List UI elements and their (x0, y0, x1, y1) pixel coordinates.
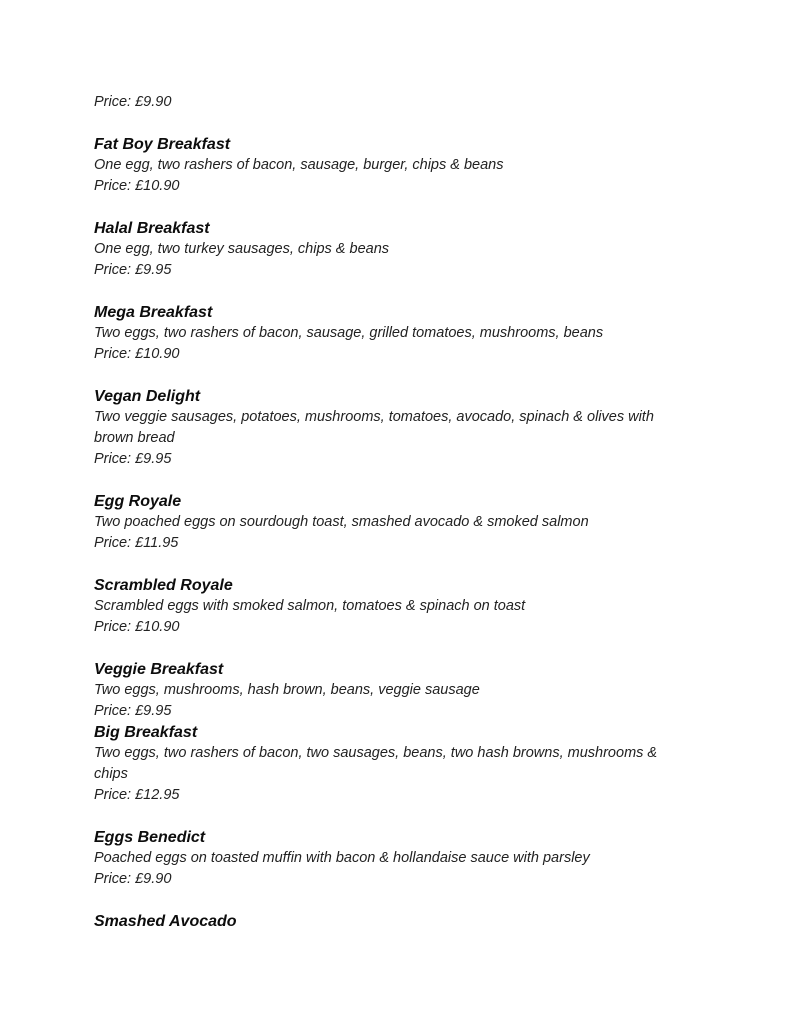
menu-item-big-breakfast (94, 722, 714, 806)
item-name: Egg Royale (94, 493, 182, 510)
item-name: Veggie Breakfast (94, 661, 224, 678)
item-description: Two poached eggs on sourdough toast, smashed avocado & smoked salmon (94, 514, 589, 530)
item-name: Fat Boy Breakfast (94, 136, 231, 153)
item-description-line-1: Two eggs, two rashers of bacon, two sausages, beans, two hash browns, mushrooms & (94, 745, 658, 761)
menu-item-mega-breakfast (94, 302, 714, 365)
menu-item-vegan-delight (94, 386, 714, 470)
item-description: One egg, two turkey sausages, chips & beans (94, 241, 390, 257)
item-name: Mega Breakfast (94, 304, 213, 321)
item-price: Price: £11.95 (94, 535, 179, 551)
item-name: Big Breakfast (94, 724, 198, 741)
item-price: Price: £9.95 (94, 451, 172, 467)
item-price: Price: £12.95 (94, 787, 180, 803)
item-name: Vegan Delight (94, 388, 201, 405)
menu-item-veggie-breakfast (94, 659, 714, 722)
item-name: Scrambled Royale (94, 577, 233, 594)
item-description-line-1: Two veggie sausages, potatoes, mushrooms, tomatoes, avocado, spinach & olives with (94, 409, 654, 425)
item-description: One egg, two rashers of bacon, sausage, burger, chips & beans (94, 157, 504, 173)
item-description: Poached eggs on toasted muffin with bacon & hollandaise sauce with parsley (94, 850, 590, 866)
menu-item-scrambled-royale (94, 575, 714, 638)
menu-item-halal-breakfast (94, 218, 714, 281)
menu-document (94, 92, 714, 953)
item-description: Scrambled eggs with smoked salmon, tomatoes & spinach on toast (94, 598, 526, 614)
menu-item-previous (94, 92, 714, 113)
item-price: Price: £9.90 (94, 871, 172, 887)
menu-item-egg-royale (94, 491, 714, 554)
item-price: Price: £10.90 (94, 619, 180, 635)
item-description: Two eggs, two rashers of bacon, sausage, grilled tomatoes, mushrooms, beans (94, 325, 604, 341)
item-name: Halal Breakfast (94, 220, 210, 237)
item-description: Two eggs, mushrooms, hash brown, beans, veggie sausage (94, 682, 480, 698)
menu-item-eggs-benedict (94, 827, 714, 890)
item-price: Price: £9.95 (94, 703, 172, 719)
item-name: Smashed Avocado (94, 913, 237, 930)
item-description-line-2: chips (94, 766, 128, 782)
item-price: Price: £10.90 (94, 178, 180, 194)
item-price: Price: £9.95 (94, 262, 172, 278)
item-name: Eggs Benedict (94, 829, 206, 846)
item-description-line-2: brown bread (94, 430, 175, 446)
menu-item-fat-boy-breakfast (94, 134, 714, 197)
item-price: Price: £10.90 (94, 346, 180, 362)
menu-item-smashed-avocado (94, 911, 714, 932)
item-price: Price: £9.90 (94, 94, 172, 110)
